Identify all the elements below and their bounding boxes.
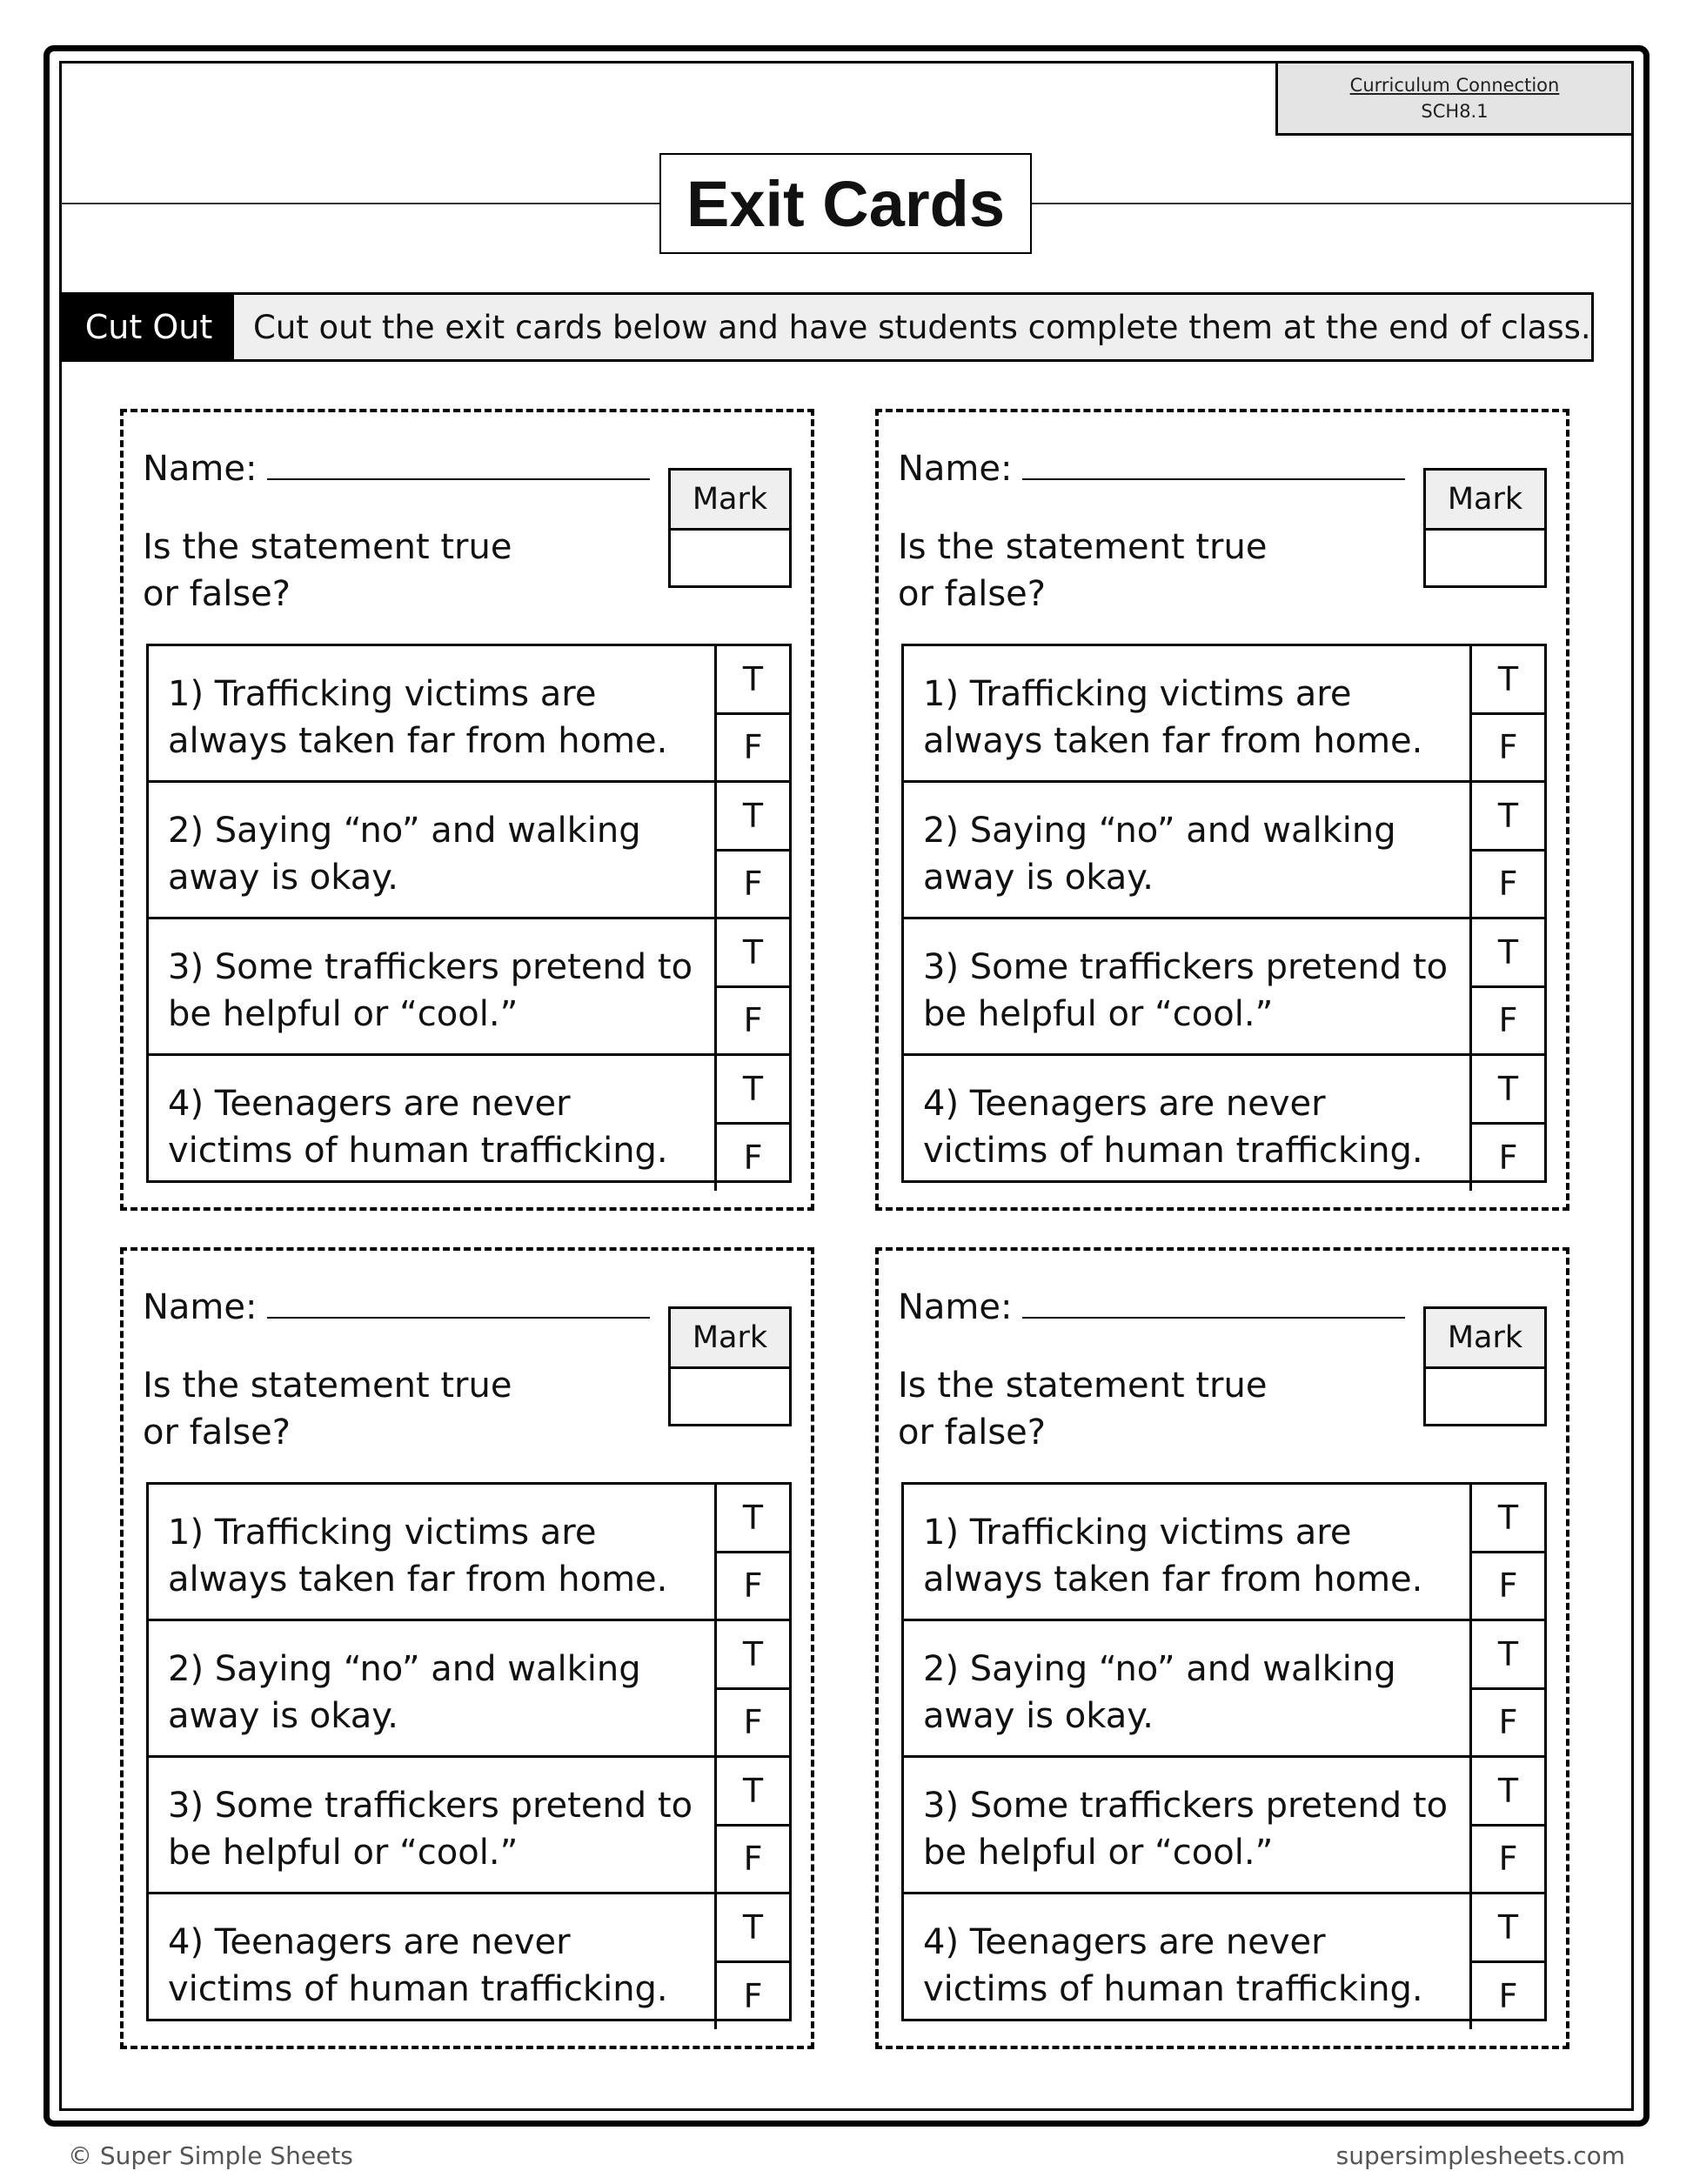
mark-box[interactable] [1423, 468, 1547, 588]
statement-2 [904, 1621, 1472, 1755]
table-row [904, 1894, 1544, 2029]
instruction-tag: Cut Out [64, 295, 234, 359]
true-option[interactable]: T [742, 659, 764, 698]
statement-line: 4) Teenagers are never [168, 1084, 571, 1124]
true-option[interactable]: T [1497, 932, 1519, 972]
mark-box[interactable] [668, 468, 792, 588]
name-label: Name: [898, 449, 1013, 489]
true-option[interactable]: T [742, 932, 764, 972]
statement-2 [904, 783, 1472, 917]
statement-line: 2) Saying “no” and walking [923, 1649, 1396, 1689]
false-option[interactable]: F [1472, 1687, 1544, 1756]
statement-2 [149, 1621, 717, 1755]
statement-line: victims of human trafficking. [168, 1969, 668, 2009]
exit-card [875, 409, 1569, 1211]
mark-label: Mark [671, 1309, 789, 1369]
true-option[interactable]: T [1497, 1498, 1519, 1537]
statement-line: 4) Teenagers are never [923, 1922, 1326, 1962]
false-option[interactable]: F [1472, 1824, 1544, 1893]
statement-line: 3) Some traffickers pretend to [923, 1786, 1449, 1826]
instruction-bar [61, 292, 1594, 362]
statement-line: 2) Saying “no” and walking [168, 811, 641, 851]
question-line-2: or false? [143, 574, 291, 614]
name-blank-line[interactable] [267, 451, 650, 480]
statement-line: be helpful or “cool.” [168, 994, 519, 1034]
name-label: Name: [143, 1287, 258, 1327]
curriculum-connection-box [1275, 61, 1634, 136]
curriculum-connection-label: Curriculum Connection [1349, 75, 1560, 96]
true-false-table [146, 644, 792, 1183]
name-field[interactable] [898, 1287, 1405, 1327]
statement-2 [149, 783, 717, 917]
statement-4 [904, 1056, 1472, 1191]
table-row [149, 1056, 789, 1191]
table-row [904, 1485, 1544, 1621]
exit-card [120, 1247, 814, 2049]
true-option[interactable]: T [1497, 1908, 1519, 1947]
true-option[interactable]: T [1497, 1634, 1519, 1673]
statement-line: 4) Teenagers are never [923, 1084, 1326, 1124]
table-row [149, 919, 789, 1056]
true-option[interactable]: T [1497, 659, 1519, 698]
instruction-text: Cut out the exit cards below and have students complete them at the end of class. [253, 308, 1591, 346]
table-row [904, 1758, 1544, 1894]
false-option[interactable]: F [717, 1960, 789, 2029]
question-line-1: Is the statement true [898, 1366, 1268, 1406]
card-question [898, 1362, 1298, 1456]
table-row [904, 783, 1544, 919]
card-question [143, 1362, 543, 1456]
statement-line: 1) Trafficking victims are [168, 1513, 597, 1553]
question-line-2: or false? [898, 1413, 1047, 1453]
statement-4 [904, 1894, 1472, 2029]
footer-copyright: © Super Simple Sheets [68, 2141, 353, 2170]
statement-line: 2) Saying “no” and walking [168, 1649, 641, 1689]
table-row [149, 1758, 789, 1894]
statement-4 [149, 1894, 717, 2029]
statement-1 [149, 1485, 717, 1619]
table-row [149, 1894, 789, 2029]
true-option[interactable]: T [742, 1908, 764, 1947]
question-line-2: or false? [898, 574, 1047, 614]
true-option[interactable]: T [742, 1771, 764, 1810]
statement-line: be helpful or “cool.” [923, 994, 1274, 1034]
statement-3 [149, 1758, 717, 1892]
false-option[interactable]: F [1472, 1960, 1544, 2029]
false-option[interactable]: F [1472, 1122, 1544, 1191]
true-false-table [901, 1482, 1547, 2021]
question-line-2: or false? [143, 1413, 291, 1453]
statement-3 [149, 919, 717, 1053]
true-false-table [901, 644, 1547, 1183]
table-row [904, 1056, 1544, 1191]
statement-3 [904, 919, 1472, 1053]
statement-3 [904, 1758, 1472, 1892]
statement-1 [904, 1485, 1472, 1619]
false-option[interactable]: F [717, 712, 789, 781]
false-option[interactable]: F [717, 1122, 789, 1191]
question-line-1: Is the statement true [898, 527, 1268, 567]
curriculum-code: SCH8.1 [1421, 101, 1489, 122]
true-option[interactable]: T [1497, 1070, 1519, 1108]
statement-line: away is okay. [168, 1696, 398, 1736]
false-option[interactable]: F [717, 1687, 789, 1756]
statement-line: victims of human trafficking. [923, 1969, 1423, 2009]
true-option[interactable]: T [1497, 1771, 1519, 1810]
name-blank-line[interactable] [1022, 451, 1405, 480]
true-option[interactable]: T [742, 1498, 764, 1537]
false-option[interactable]: F [717, 1551, 789, 1620]
statement-line: 1) Trafficking victims are [923, 1513, 1352, 1553]
statement-line: 3) Some traffickers pretend to [168, 947, 693, 987]
mark-label: Mark [1426, 1309, 1544, 1369]
table-row [149, 1621, 789, 1758]
name-label: Name: [143, 449, 258, 489]
card-question [898, 524, 1298, 618]
table-row [904, 646, 1544, 783]
statement-line: be helpful or “cool.” [168, 1833, 519, 1873]
false-option[interactable]: F [1472, 712, 1544, 781]
statement-line: always taken far from home. [168, 1560, 668, 1600]
false-option[interactable]: F [1472, 985, 1544, 1054]
statement-line: 3) Some traffickers pretend to [168, 1786, 693, 1826]
false-option[interactable]: F [717, 985, 789, 1054]
false-option[interactable]: F [717, 1824, 789, 1893]
table-row [149, 1485, 789, 1621]
statement-line: 3) Some traffickers pretend to [923, 947, 1449, 987]
statement-line: always taken far from home. [923, 721, 1423, 761]
name-blank-line[interactable] [1022, 1289, 1405, 1319]
exit-card [875, 1247, 1569, 2049]
statement-line: 2) Saying “no” and walking [923, 811, 1396, 851]
exit-card [120, 409, 814, 1211]
name-field[interactable] [898, 449, 1405, 489]
statement-line: 1) Trafficking victims are [168, 674, 597, 714]
statement-line: victims of human trafficking. [923, 1131, 1423, 1171]
false-option[interactable]: F [1472, 849, 1544, 918]
mark-box[interactable] [1423, 1306, 1547, 1426]
mark-box[interactable] [668, 1306, 792, 1426]
statement-4 [149, 1056, 717, 1191]
true-option[interactable]: T [742, 1070, 764, 1108]
name-field[interactable] [143, 1287, 650, 1327]
statement-line: always taken far from home. [168, 721, 668, 761]
mark-label: Mark [671, 471, 789, 531]
statement-line: away is okay. [923, 858, 1154, 898]
footer-website-link[interactable]: supersimplesheets.com [1335, 2141, 1625, 2170]
false-option[interactable]: F [717, 849, 789, 918]
statement-line: be helpful or “cool.” [923, 1833, 1274, 1873]
table-row [904, 919, 1544, 1056]
statement-1 [149, 646, 717, 780]
statement-1 [904, 646, 1472, 780]
statement-line: away is okay. [923, 1696, 1154, 1736]
table-row [904, 1621, 1544, 1758]
page-title: Exit Cards [659, 153, 1032, 254]
statement-line: 1) Trafficking victims are [923, 674, 1352, 714]
table-row [149, 783, 789, 919]
name-field[interactable] [143, 449, 650, 489]
statement-line: away is okay. [168, 858, 398, 898]
question-line-1: Is the statement true [143, 527, 512, 567]
name-blank-line[interactable] [267, 1289, 650, 1319]
question-line-1: Is the statement true [143, 1366, 512, 1406]
true-option[interactable]: T [742, 796, 764, 835]
statement-line: 4) Teenagers are never [168, 1922, 571, 1962]
true-false-table [146, 1482, 792, 2021]
false-option[interactable]: F [1472, 1551, 1544, 1620]
name-label: Name: [898, 1287, 1013, 1327]
statement-line: victims of human trafficking. [168, 1131, 668, 1171]
table-row [149, 646, 789, 783]
mark-label: Mark [1426, 471, 1544, 531]
statement-line: always taken far from home. [923, 1560, 1423, 1600]
true-option[interactable]: T [1497, 796, 1519, 835]
true-option[interactable]: T [742, 1634, 764, 1673]
card-question [143, 524, 543, 618]
